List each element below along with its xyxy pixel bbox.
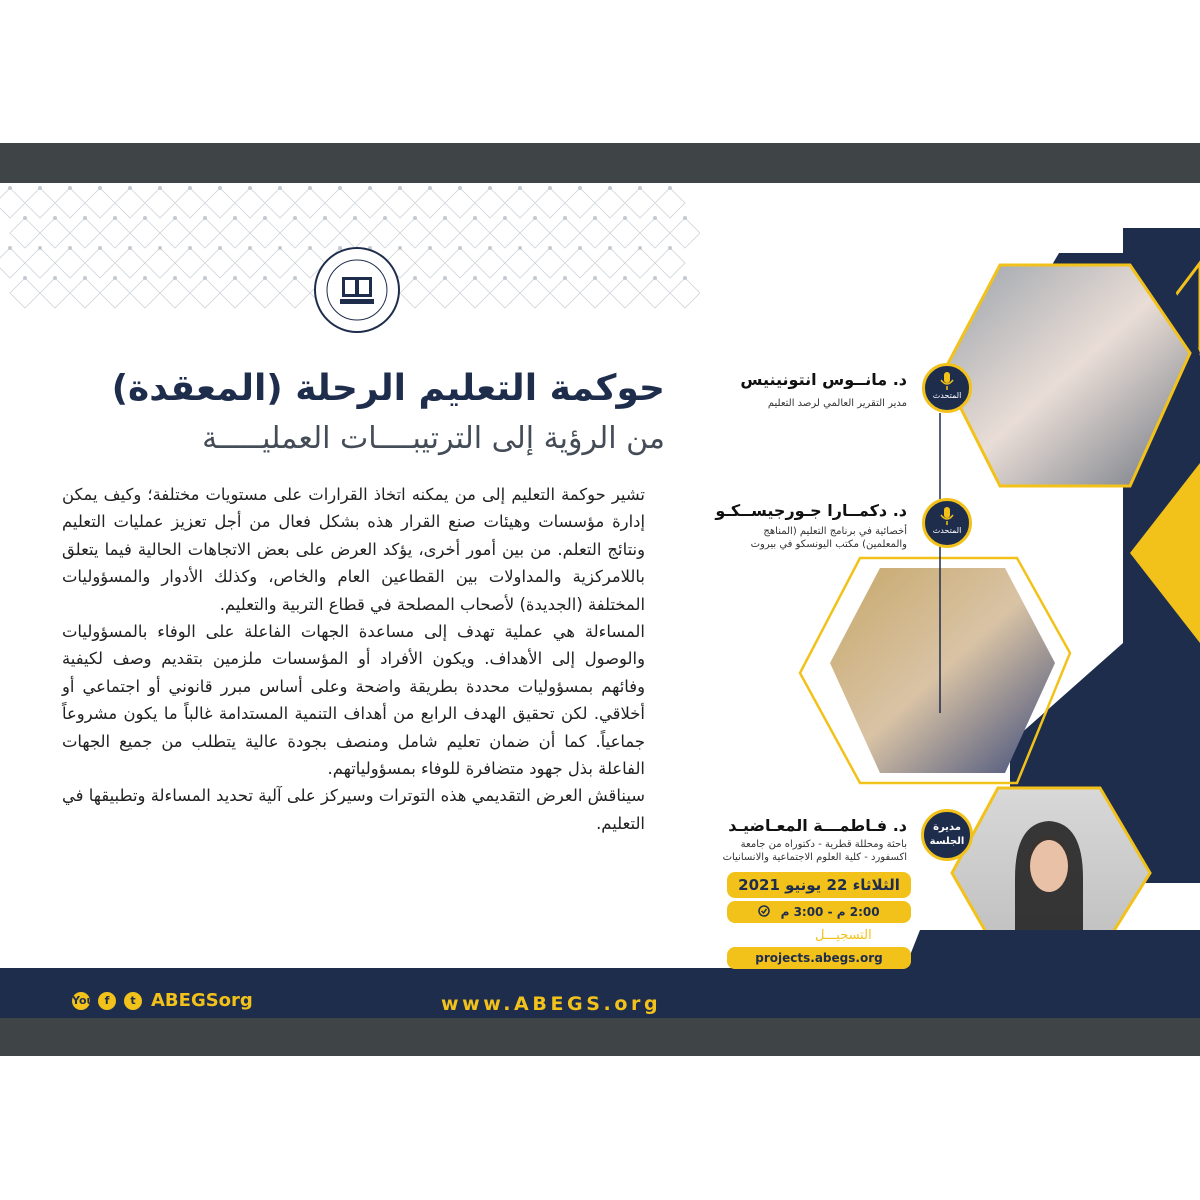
- clock-icon: [758, 905, 770, 917]
- bottom-gray-band: [0, 1018, 1200, 1056]
- event-subtitle: من الرؤية إلى الترتيبــــات العمليـــــة: [202, 421, 665, 456]
- register-label: التسجيـــل: [815, 928, 872, 943]
- speaker-name-1: د. مانــوس انتونينيس: [740, 370, 907, 389]
- badge-label: الجلسة: [929, 836, 965, 847]
- badge-label: المتحدث: [932, 391, 962, 400]
- moderator-role-a: باحثة ومحللة قطرية - دكتوراه من جامعة: [740, 839, 907, 850]
- description-paragraph: تشير حوكمة التعليم إلى من يمكنه اتخاذ القرارات على مستويات مختلفة؛ وكيف يمكن إدارة مؤسسات وهيئات صنع القرار هذه بشكل فعال من أجل تعزيز عمليات التعليم ونتائج التعلم. من بين أمور أخرى، يؤكد العرض على بعض الاتجاهات الحالية فيما يتعلق باللامركزية والمداولات بين القطاعين العام والخاص، وكذلك الأدوار والمسؤوليات المختلفة (الجديدة) لأصحاب المصلحة في قطاع التربية والتعليم.: [62, 485, 645, 614]
- moderator-role-b: اكسفورد - كلية العلوم الاجتماعية والانسانيات: [722, 852, 907, 863]
- moderator-name: د. فـاطمـــة المعـاضيـد: [728, 816, 907, 835]
- badge-label: مديرة: [933, 822, 961, 833]
- event-time-text: 2:00 م - 3:00 م: [780, 905, 880, 919]
- description-paragraph: المساءلة هي عملية تهدف إلى مساعدة الجهات الفاعلة على الوفاء بالمسؤوليات والوصول إلى الأهداف. ويكون الأفراد أو المؤسسات ملزمين بتقديم وصف لكيفية وفائهم بمسؤوليات محددة بطريقة واضحة وعلى أساس مبرر قانوني أو اجتماعي أو أخلاقي. لكن تحقيق الهدف الرابع من أهداف التنمية المستدامة غالباً ما يكون مشروعاً جماعياً. كما أن ضمان تعليم شامل ومنصف بجودة عالية يتطلب من جميع الجهات الفاعلة بذل جهود متضافرة للوفاء بمسؤولياتهم.: [62, 622, 645, 779]
- event-time: [727, 901, 911, 923]
- social-handle[interactable]: ABEGSorg: [151, 990, 253, 1011]
- event-description: [62, 481, 645, 837]
- facebook-icon[interactable]: f: [98, 992, 116, 1010]
- speaker-role-2a: أخصائية في برنامج التعليم (المناهج: [763, 526, 907, 537]
- speaker-role-2b: والمعلمين) مكتب اليونسكو في بيروت: [750, 539, 907, 550]
- speaker-badge-2: [922, 498, 972, 548]
- footer-bar: [0, 930, 1200, 1018]
- register-link[interactable]: projects.abegs.org: [727, 947, 911, 969]
- event-title: حوكمة التعليم الرحلة (المعقدة): [111, 368, 665, 409]
- microphone-icon: [934, 371, 960, 391]
- twitter-icon[interactable]: t: [124, 992, 142, 1010]
- youtube-icon[interactable]: You: [72, 992, 90, 1010]
- moderator-face-inner: [1030, 840, 1068, 892]
- badge-label: المتحدث: [932, 526, 962, 535]
- speaker-name-2: د. دكمــارا جـورجيســكـو: [715, 501, 907, 520]
- website-link[interactable]: www.ABEGS.org: [441, 993, 662, 1015]
- description-paragraph: سيناقش العرض التقديمي هذه التوترات وسيركز على آلية تحديد المساءلة وتطبيقها في التعليم.: [62, 786, 645, 833]
- speaker-role-1: مدير التقرير العالمي لرصد التعليم: [767, 398, 907, 409]
- open-book-emblem-icon: [312, 245, 402, 335]
- top-gray-band: [0, 143, 1200, 183]
- microphone-icon: [934, 506, 960, 526]
- moderator-badge: [921, 809, 973, 861]
- event-date: الثلاثاء 22 يونيو 2021: [727, 872, 911, 898]
- speaker-badge-1: [922, 363, 972, 413]
- event-poster: [0, 183, 1200, 1018]
- abegs-logo: [312, 245, 402, 335]
